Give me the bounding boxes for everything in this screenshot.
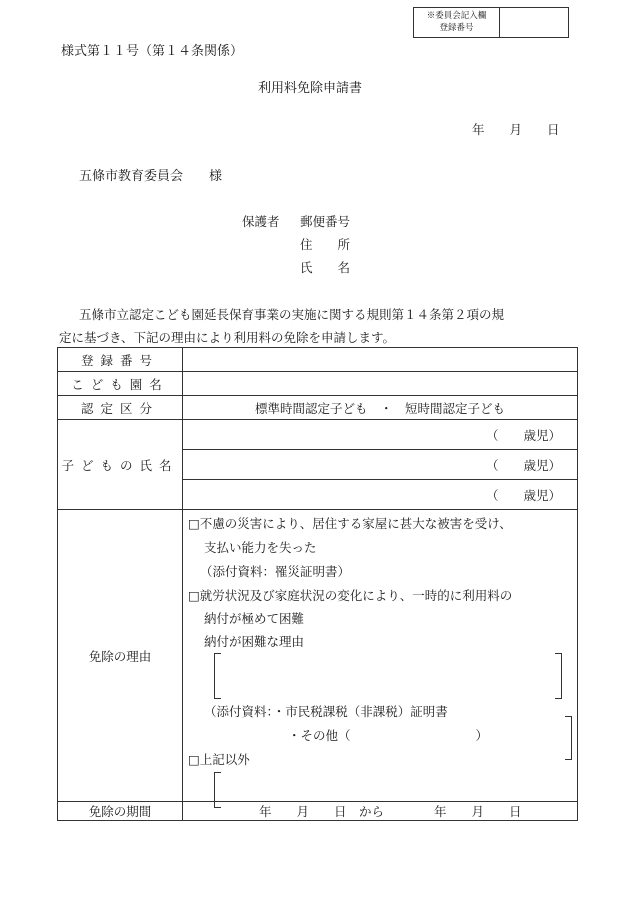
form-number: 様式第１１号（第１４条関係）	[61, 44, 244, 59]
hardship-doc-line2[interactable]: ・その他（ ）	[288, 728, 489, 743]
category-options[interactable]: 標準時間認定子ども ・ 短時間認定子ども	[183, 396, 578, 420]
child-name-field[interactable]: （ 歳児）	[183, 480, 578, 510]
date-line[interactable]: 年 月 日	[472, 122, 560, 137]
postal-code-label: 郵便番号	[300, 214, 351, 229]
address-label: 住 所	[300, 237, 351, 252]
page-title: 利用料免除申請書	[258, 81, 363, 96]
registration-row	[58, 348, 578, 372]
period-label: 免除の期間	[58, 802, 183, 821]
other-reason-bracket-left	[214, 772, 221, 808]
school-field[interactable]	[183, 372, 578, 396]
reason-option-disaster[interactable]: □不慮の災害により、居住する家屋に甚大な被害を受け、	[188, 516, 512, 531]
category-label: 認定区分	[58, 396, 183, 420]
reason-option-other[interactable]: □上記以外	[188, 752, 250, 767]
registration-label: 登録番号	[58, 348, 183, 372]
reason-option-hardship[interactable]: □就労状況及び家庭状況の変化により、一時的に利用料の	[188, 588, 513, 603]
school-row	[58, 372, 578, 396]
reason-cell	[183, 510, 578, 802]
stamp-label	[414, 8, 500, 37]
application-table	[57, 347, 578, 821]
name-label: 氏 名	[300, 260, 351, 275]
child-name-label: 子どもの氏名	[58, 420, 183, 510]
addressee: 五條市教育委員会 様	[79, 169, 223, 184]
reason-row	[58, 510, 578, 802]
period-row	[58, 802, 578, 821]
child-name-field[interactable]: （ 歳児）	[183, 450, 578, 480]
school-label: こども園名	[58, 372, 183, 396]
hardship-reason-bracket-right	[555, 653, 562, 699]
body-text-line1: 五條市立認定こども園延長保育事業の実施に関する規則第１４条第２項の規	[79, 307, 505, 322]
reason-option-disaster-cont: 支払い能力を失った	[204, 540, 317, 555]
hardship-doc-line1: （添付資料：・市民税課税（非課税）証明書	[204, 704, 448, 719]
committee-stamp-box	[413, 7, 569, 38]
registration-field[interactable]	[183, 348, 578, 372]
hardship-reason-bracket-left	[214, 653, 221, 699]
stamp-label-line2: 登録番号	[439, 23, 474, 33]
body-text-line2: 定に基づき、下記の理由により利用料の免除を申請します。	[59, 330, 396, 345]
reason-option-disaster-doc: （添付資料：罹災証明書）	[200, 564, 351, 579]
reason-option-hardship-cont: 納付が極めて困難	[204, 611, 305, 626]
child-name-field[interactable]: （ 歳児）	[183, 420, 578, 450]
hardship-doc-bracket-right	[565, 716, 572, 760]
child-row	[58, 420, 578, 450]
hardship-reason-label: 納付が困難な理由	[204, 634, 305, 649]
period-field[interactable]: 年 月 日 から 年 月 日	[183, 802, 578, 821]
stamp-label-line1: ※委員会記入欄	[426, 11, 487, 21]
category-row	[58, 396, 578, 420]
guardian-label: 保護者	[242, 214, 280, 229]
reason-label: 免除の理由	[58, 510, 183, 802]
